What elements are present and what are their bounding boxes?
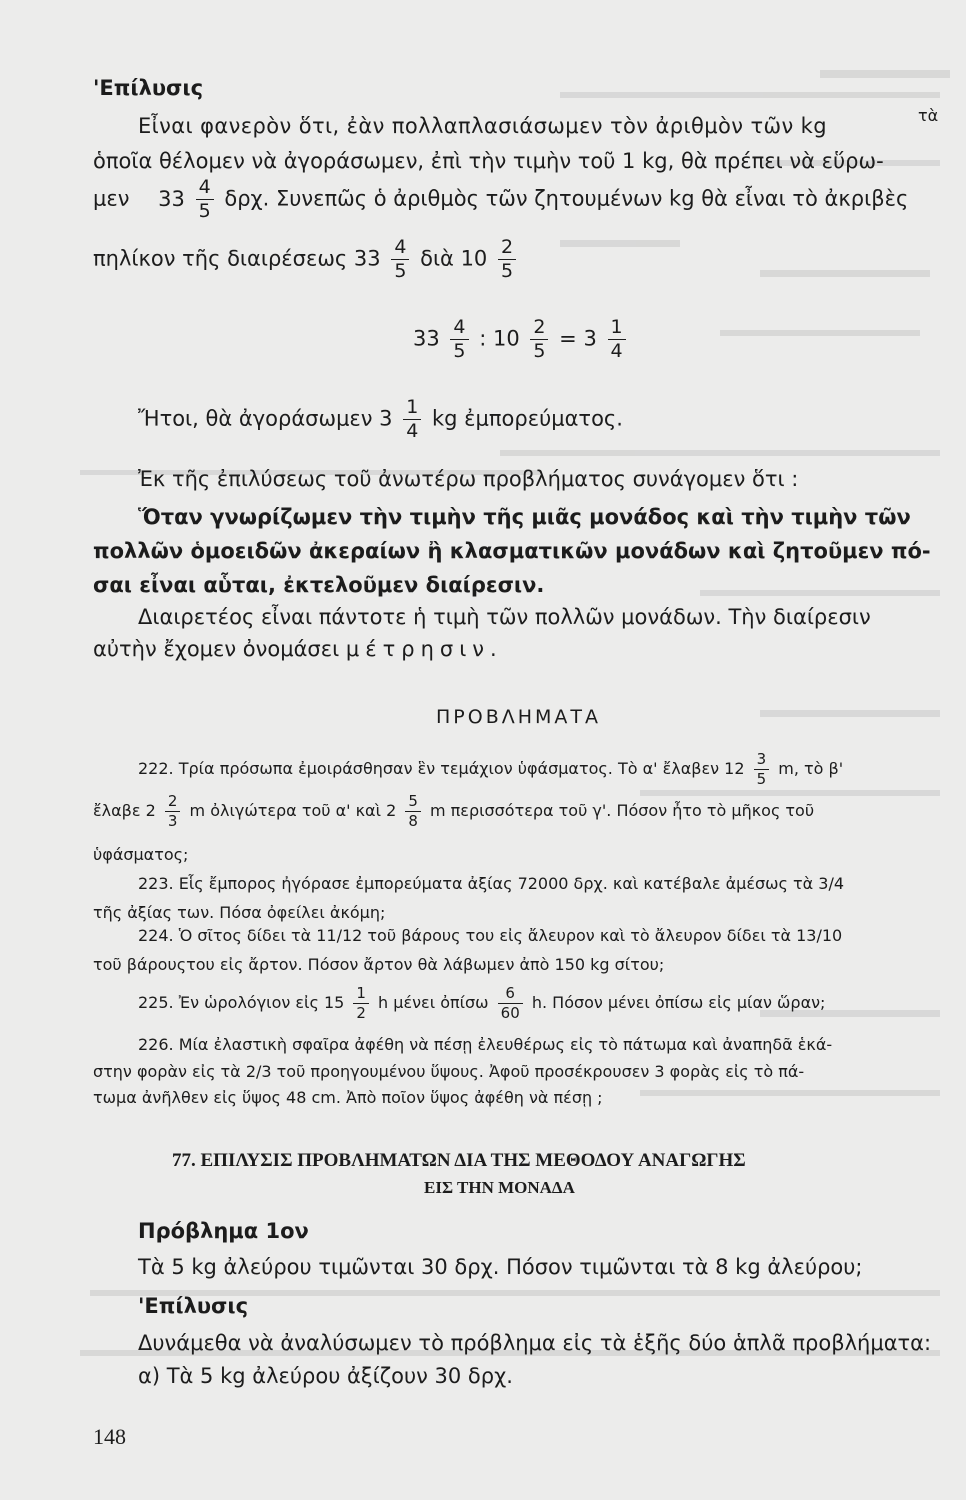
text-run: m περισσότερα τοῦ γ'. Πόσον ἦτο τὸ μῆκος τοῦ bbox=[430, 801, 815, 820]
rule-bold-line: σαι εἶναι αὗται, ἐκτελοῦμεν διαίρεσιν. bbox=[93, 573, 545, 597]
text-run: πηλίκον τῆς διαιρέσεως 33 bbox=[93, 246, 381, 271]
section-subtitle: ΕΙΣ ΤΗΝ ΜΟΝΑΔΑ bbox=[424, 1178, 575, 1197]
rule-bold-line: Ὅταν γνωρίζωμεν τὴν τιμὴν τῆς μιᾶς μονάδος καὶ τὴν τιμὴν τῶν bbox=[138, 505, 911, 529]
fraction bbox=[450, 318, 468, 361]
denominator: 60 bbox=[500, 1004, 520, 1022]
problems-heading: ΠΡΟΒΛΗΜΑΤΑ bbox=[436, 706, 602, 728]
equation bbox=[413, 318, 630, 361]
problem-222-line2 bbox=[93, 794, 814, 829]
solution-heading: 'Επίλυσις bbox=[93, 76, 204, 100]
edge-word: τὰ bbox=[918, 106, 939, 125]
text-run: kg ἐμπορεύματος. bbox=[432, 406, 623, 431]
numerator: 3 bbox=[754, 752, 770, 770]
fraction bbox=[608, 318, 626, 361]
problem-heading: Πρόβλημα 1ον bbox=[138, 1219, 309, 1243]
numerator: 6 bbox=[498, 986, 523, 1004]
solution-heading: 'Επίλυσις bbox=[138, 1294, 249, 1318]
numerator: 2 bbox=[498, 238, 516, 260]
problem-222-line1 bbox=[138, 752, 843, 787]
problem-226-line1: 226. Μία ἐλαστικὴ σφαῖρα ἀφέθη νὰ πέσῃ ἐλευθέρως εἰς τὸ πάτωμα καὶ ἀναπηδᾶ ἑκά- bbox=[138, 1035, 833, 1054]
problem-222-line3: ὑφάσματος; bbox=[93, 845, 189, 864]
body-line: Δυνάμεθα νὰ ἀναλύσωμεν τὸ πρόβλημα εἰς τὰ ἑξῆς δύο ἁπλᾶ προβλήματα: bbox=[138, 1331, 932, 1355]
text-run: h μένει ὀπίσω bbox=[378, 993, 489, 1012]
fraction bbox=[530, 318, 548, 361]
denominator: 5 bbox=[500, 260, 514, 282]
text-run: m, τὸ β' bbox=[778, 759, 844, 778]
fraction bbox=[196, 178, 214, 221]
problem-224-line1: 224. Ὁ σῖτος δίδει τὰ 11/12 τοῦ βάρους του εἰς ἄλευρον καὶ τὸ ἄλευρον δίδει τὰ 13/10 bbox=[138, 926, 843, 945]
numerator: 1 bbox=[403, 398, 421, 420]
fraction bbox=[754, 752, 770, 787]
text-run: αὐτὴν ἔχομεν ὀνομάσει bbox=[93, 637, 340, 661]
body-line: Διαιρετέος εἶναι πάντοτε ἡ τιμὴ τῶν πολλῶν μονάδων. Τὴν διαίρεσιν bbox=[138, 605, 871, 629]
problem-224-line2: τοῦ βάρουςτου εἰς ἄρτον. Πόσον ἄρτον θὰ λάβωμεν ἀπὸ 150 kg σίτου; bbox=[93, 955, 665, 974]
text-run: h. Πόσον μένει ὀπίσω εἰς μίαν ὥραν; bbox=[531, 993, 826, 1012]
numerator: 5 bbox=[405, 794, 421, 812]
text-run: m ὀλιγώτερα τοῦ α' καὶ 2 bbox=[189, 801, 397, 820]
fraction bbox=[165, 794, 181, 829]
fraction bbox=[403, 398, 421, 441]
body-line: Εἶναι φανερὸν ὅτι, ἐὰν πολλαπλασιάσωμεν τὸν ἀριθμὸν τῶν kg bbox=[138, 114, 827, 138]
text-run: 225. Ἐν ὡρολόγιον εἰς 15 bbox=[138, 993, 345, 1012]
denominator: 8 bbox=[408, 812, 418, 830]
text-run: δρχ. Συνεπῶς ὁ ἀριθμὸς τῶν ζητουμένων kg θὰ εἶναι τὸ ἀκριβὲς bbox=[224, 186, 909, 211]
problem-226-line2: στην φορὰν εἰς τὰ 2/3 τοῦ προηγουμένου ὕψους. Ἀφοῦ προσέκρουσεν 3 φορὰς εἰς τὸ πά- bbox=[93, 1062, 805, 1081]
problem-223-line2: τῆς ἀξίας των. Πόσα ὀφείλει ἀκόμη; bbox=[93, 903, 386, 922]
numerator: 4 bbox=[450, 318, 468, 340]
numerator: 1 bbox=[608, 318, 626, 340]
spaced-term: μέτρησιν. bbox=[345, 637, 503, 661]
denominator: 5 bbox=[198, 200, 211, 222]
fraction bbox=[353, 986, 369, 1021]
whole-part: 10 bbox=[492, 326, 520, 351]
conclusion-line bbox=[138, 398, 623, 441]
denominator: 5 bbox=[394, 260, 407, 282]
numerator: 4 bbox=[196, 178, 214, 200]
denominator: 3 bbox=[167, 812, 178, 830]
denominator: 5 bbox=[453, 340, 466, 362]
numerator: 1 bbox=[353, 986, 369, 1004]
fraction bbox=[498, 238, 516, 281]
denominator: 4 bbox=[610, 340, 623, 362]
rule-intro: Ἐκ τῆς ἐπιλύσεως τοῦ ἀνωτέρω προβλήματος συνάγομεν ὅτι : bbox=[138, 467, 799, 491]
fraction bbox=[405, 794, 421, 829]
body-line: ὁποῖα θέλομεν νὰ ἀγοράσωμεν, ἐπὶ τὴν τιμὴν τοῦ 1 kg, θὰ πρέπει νὰ εὕρω- bbox=[93, 149, 884, 173]
text-run: ἔλαβε 2 bbox=[93, 801, 156, 820]
denominator: 4 bbox=[406, 420, 419, 442]
numerator: 2 bbox=[165, 794, 181, 812]
problem-223-line1: 223. Εἷς ἔμπορος ἠγόρασε ἐμπορεύματα ἀξίας 72000 δρχ. καὶ κατέβαλε ἀμέσως τὰ 3/4 bbox=[138, 874, 845, 893]
problem-text: Τὰ 5 kg ἀλεύρου τιμῶνται 30 δρχ. Πόσον τιμῶνται τὰ 8 kg ἀλεύρου; bbox=[138, 1255, 863, 1279]
whole-part: 3 bbox=[583, 326, 597, 351]
denominator: 5 bbox=[756, 770, 767, 788]
text-run: Ἤτοι, θὰ ἀγοράσωμεν 3 bbox=[138, 406, 393, 431]
problem-225-line bbox=[138, 986, 825, 1021]
divide-sign: : bbox=[479, 326, 487, 351]
whole-part: 33 bbox=[413, 326, 440, 351]
fraction bbox=[391, 238, 409, 281]
fraction bbox=[498, 986, 523, 1021]
mixed-number-line bbox=[93, 178, 908, 221]
equals-sign: = bbox=[559, 326, 577, 351]
body-line bbox=[93, 637, 503, 661]
text-run: διὰ 10 bbox=[420, 246, 488, 271]
numerator: 4 bbox=[391, 238, 409, 260]
denominator: 5 bbox=[533, 340, 546, 362]
text-run: μεν bbox=[93, 186, 130, 211]
section-title: 77. ΕΠΙΛΥΣΙΣ ΠΡΟΒΛΗΜΑΤΩΝ ΔΙΑ ΤΗΣ ΜΕΘΟΔΟΥ ΑΝΑΓΩΓΗΣ bbox=[172, 1150, 746, 1171]
numerator: 2 bbox=[530, 318, 548, 340]
text-run: 222. Τρία πρόσωπα ἐμοιράσθησαν ἓν τεμάχιον ὑφάσματος. Τὸ α' ἔλαβεν 12 bbox=[138, 759, 745, 778]
problem-226-line3: τωμα ἀνῆλθεν εἰς ὕψος 48 cm. Ἀπὸ ποῖον ὕψος ἀφέθη νὰ πέσῃ ; bbox=[93, 1088, 603, 1107]
denominator: 2 bbox=[356, 1004, 366, 1022]
rule-bold-line: πολλῶν ὁμοειδῶν ἀκεραίων ἢ κλασματικῶν μονάδων καὶ ζητοῦμεν πό- bbox=[93, 539, 931, 563]
page-number: 148 bbox=[93, 1424, 126, 1449]
division-line bbox=[93, 238, 520, 281]
whole-part: 33 bbox=[158, 186, 185, 211]
body-line: α) Τὰ 5 kg ἀλεύρου ἀξίζουν 30 δρχ. bbox=[138, 1364, 513, 1388]
